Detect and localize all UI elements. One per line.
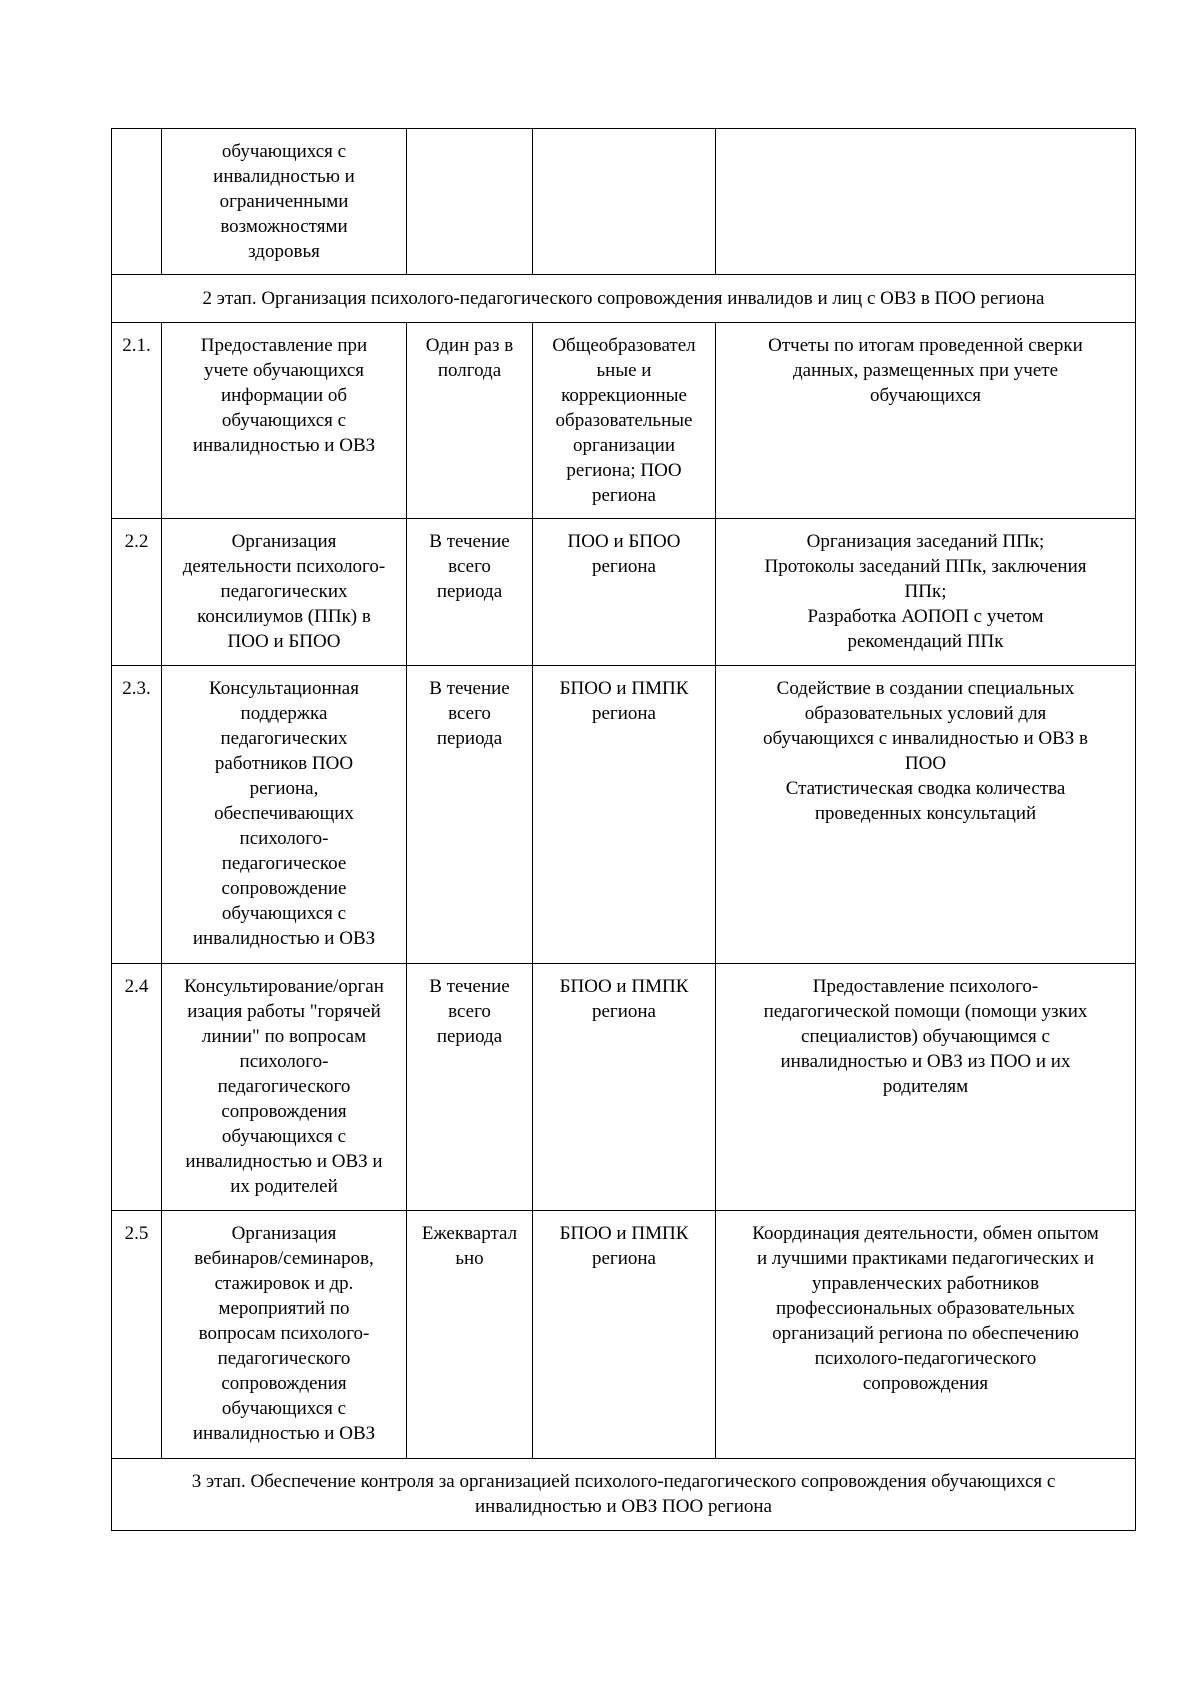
cell-period: Ежеквартал ьно [407, 1211, 533, 1459]
cell-num: 2.1. [112, 323, 162, 519]
stage-2-heading: 2 этап. Организация психолого-педагогического сопровождения инвалидов и лиц с ОВЗ в ПОО региона [112, 275, 1136, 323]
cell-executor: БПОО и ПМПК региона [533, 964, 716, 1211]
cell-activity: Организация вебинаров/семинаров, стажировок и др. мероприятий по вопросам психолого- педагогического сопровождения обучающихся с инвалидностью и ОВЗ [162, 1211, 407, 1459]
table-row [112, 964, 1136, 1211]
table-row [112, 666, 1136, 964]
plan-table [111, 128, 1136, 1531]
cell-result: Предоставление психолого- педагогической помощи (помощи узких специалистов) обучающимся с инвалидностью и ОВЗ из ПОО и их родителям [716, 964, 1136, 1211]
cell-executor: БПОО и ПМПК региона [533, 666, 716, 964]
cell-num: 2.5 [112, 1211, 162, 1459]
cell-result: Координация деятельности, обмен опытом и лучшими практиками педагогических и управленческих работников профессиональных образовательных организаций региона по обеспечению психолого-педагогического сопровождения [716, 1211, 1136, 1459]
table-row [112, 323, 1136, 519]
cell-activity: Консультирование/орган изация работы "горячей линии" по вопросам психолого- педагогического сопровождения обучающихся с инвалидностью и ОВЗ и их родителей [162, 964, 407, 1211]
table-row [112, 519, 1136, 666]
cell-period: В течение всего периода [407, 519, 533, 666]
cell-result [716, 129, 1136, 275]
stage-row-2 [112, 275, 1136, 323]
cell-num: 2.4 [112, 964, 162, 1211]
cell-result: Содействие в создании специальных образовательных условий для обучающихся с инвалидностью и ОВЗ в ПОО Статистическая сводка количества проведенных консультаций [716, 666, 1136, 964]
cell-activity: Предоставление при учете обучающихся информации об обучающихся с инвалидностью и ОВЗ [162, 323, 407, 519]
cell-activity: Консультационная поддержка педагогических работников ПОО региона, обеспечивающих психолого- педагогическое сопровождение обучающихся с инвалидностью и ОВЗ [162, 666, 407, 964]
table-row-continued [112, 129, 1136, 275]
stage-row-3 [112, 1459, 1136, 1531]
stage-3-heading: 3 этап. Обеспечение контроля за организацией психолого-педагогического сопровождения обучающихся с инвалидностью и ОВЗ ПОО региона [112, 1459, 1136, 1531]
cell-num [112, 129, 162, 275]
cell-activity: обучающихся с инвалидностью и ограниченными возможностями здоровья [162, 129, 407, 275]
cell-executor: Общеобразовател ьные и коррекционные образовательные организации региона; ПОО региона [533, 323, 716, 519]
cell-period: Один раз в полгода [407, 323, 533, 519]
cell-activity: Организация деятельности психолого- педагогических консилиумов (ППк) в ПОО и БПОО [162, 519, 407, 666]
cell-executor: БПОО и ПМПК региона [533, 1211, 716, 1459]
cell-period: В течение всего периода [407, 666, 533, 964]
cell-period [407, 129, 533, 275]
cell-executor [533, 129, 716, 275]
table-row [112, 1211, 1136, 1459]
cell-num: 2.2 [112, 519, 162, 666]
cell-period: В течение всего периода [407, 964, 533, 1211]
cell-executor: ПОО и БПОО региона [533, 519, 716, 666]
cell-result: Организация заседаний ППк; Протоколы заседаний ППк, заключения ППк; Разработка АОПОП с учетом рекомендаций ППк [716, 519, 1136, 666]
cell-num: 2.3. [112, 666, 162, 964]
cell-result: Отчеты по итогам проведенной сверки данных, размещенных при учете обучающихся [716, 323, 1136, 519]
